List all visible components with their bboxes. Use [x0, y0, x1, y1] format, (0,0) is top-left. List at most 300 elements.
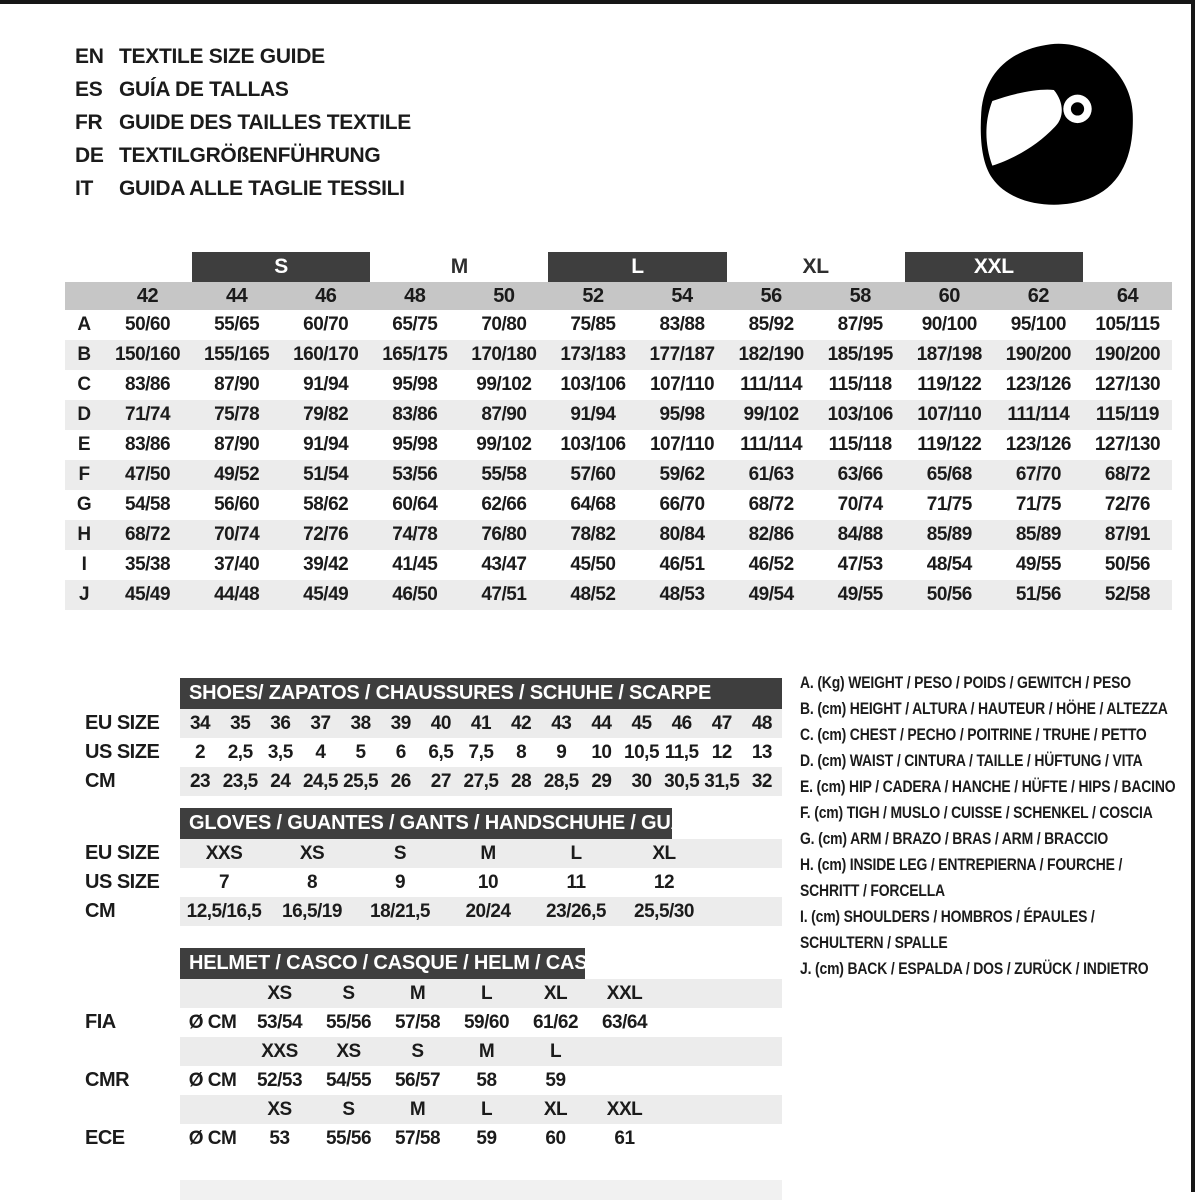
- size-cell: 47/51: [481, 584, 527, 605]
- size-cell: 71/75: [926, 494, 972, 515]
- size-cell: 87/95: [837, 314, 883, 335]
- size-cell: 2,5: [227, 741, 253, 763]
- size-cell: 28,5: [541, 767, 581, 796]
- table-row: [65, 839, 782, 868]
- size-column-header: 46: [315, 284, 337, 307]
- table-row: [65, 738, 782, 767]
- size-column-header: 58: [849, 284, 871, 307]
- size-cell: 55/65: [214, 314, 260, 335]
- size-cell: 85/89: [1015, 524, 1061, 545]
- size-cell: 44: [581, 709, 621, 738]
- helmet-header-bar: [180, 948, 617, 979]
- size-cell: 30: [621, 767, 661, 796]
- size-cell: 99/102: [476, 374, 532, 395]
- filler-cell: [659, 1037, 782, 1066]
- size-cell: 23/26,5: [532, 897, 620, 926]
- row-label: A: [77, 314, 91, 335]
- helmet-values-row: [65, 1008, 782, 1037]
- legend-line: F. (cm) TIGH / MUSLO / CUISSE / SCHENKEL / COSCIA: [800, 803, 1153, 822]
- size-cell: 115/118: [828, 434, 892, 455]
- size-cell: 160/170: [293, 344, 359, 365]
- language-code: IT: [75, 177, 94, 200]
- helmet-size-table: [65, 979, 782, 1153]
- size-cell: 41: [461, 709, 501, 738]
- size-cell: 165/175: [382, 344, 448, 365]
- size-cell: 127/130: [1094, 374, 1161, 395]
- size-cell: 47: [702, 709, 742, 738]
- size-cell: 63/64: [601, 1011, 648, 1033]
- size-cell: 79/82: [303, 404, 349, 425]
- size-cell: 30,5: [662, 767, 702, 796]
- size-band-xxl: XXL: [905, 252, 1083, 282]
- size-cell: 49/55: [1015, 554, 1061, 575]
- size-cell: 61: [614, 1127, 635, 1149]
- filler-cell: [659, 1008, 782, 1037]
- size-cell: 70/80: [481, 314, 527, 335]
- size-cell: 36: [260, 709, 300, 738]
- size-cell: 87/90: [481, 404, 527, 425]
- size-cell: M: [383, 1095, 452, 1124]
- size-cell: 103/106: [560, 374, 626, 395]
- size-cell: 177/187: [649, 344, 715, 365]
- size-column-header: 60: [938, 284, 960, 307]
- filler-cell: [659, 1124, 782, 1153]
- row-label: E: [77, 434, 91, 455]
- size-cell: XXS: [245, 1037, 314, 1066]
- helmet-sizes-row: [65, 1037, 782, 1066]
- language-title: TEXTILE SIZE GUIDE: [119, 45, 325, 68]
- language-code: DE: [75, 144, 104, 167]
- size-cell: 173/183: [560, 344, 626, 365]
- size-cell: 43: [541, 709, 581, 738]
- size-cell: 10: [591, 741, 612, 763]
- size-cell: 75/85: [570, 314, 616, 335]
- row-label: J: [78, 584, 90, 605]
- size-band-m: M: [450, 255, 468, 278]
- table-row: [65, 550, 1172, 580]
- size-cell: 47/53: [837, 554, 883, 575]
- size-cell: 123/126: [1005, 434, 1071, 455]
- language-row: [75, 73, 411, 106]
- table-row: [65, 370, 1172, 400]
- size-column-header: 48: [404, 284, 426, 307]
- size-cell: 115/118: [828, 374, 892, 395]
- legend-line: SCHRITT / FORCELLA: [800, 881, 945, 900]
- row-label: CM: [65, 767, 180, 796]
- size-cell: 103/106: [827, 404, 893, 425]
- row-label: B: [77, 344, 91, 365]
- size-cell: 28: [501, 767, 541, 796]
- size-cell: XXL: [590, 979, 659, 1008]
- size-cell: 55/58: [481, 464, 527, 485]
- size-cell: L: [452, 1095, 521, 1124]
- size-cell: 56/57: [394, 1069, 441, 1091]
- size-cell: 119/122: [917, 434, 982, 455]
- size-column-header: 42: [136, 284, 159, 307]
- size-cell: 46: [662, 709, 702, 738]
- size-cell: 12: [711, 741, 732, 763]
- size-cell: 8: [306, 871, 318, 893]
- size-cell: 70/74: [214, 524, 260, 545]
- size-cell: 83/86: [125, 374, 171, 395]
- size-cell: [590, 1066, 659, 1095]
- size-cell: 68/72: [1104, 464, 1150, 485]
- size-cell: 54/55: [325, 1069, 372, 1091]
- language-title: TEXTILGRÖßENFÜHRUNG: [119, 144, 381, 167]
- size-cell: 99/102: [743, 404, 799, 425]
- table-row: [65, 520, 1172, 550]
- size-cell: 170/180: [471, 344, 537, 365]
- size-cell: 4: [315, 741, 326, 763]
- size-cell: 51/56: [1015, 584, 1061, 605]
- size-cell: 90/100: [921, 314, 977, 335]
- table-row: [65, 430, 1172, 460]
- size-cell: 83/86: [125, 434, 171, 455]
- size-cell: 150/160: [114, 344, 181, 365]
- size-cell: 52/58: [1104, 584, 1150, 605]
- size-cell: S: [356, 839, 444, 868]
- corner-cell: [65, 282, 103, 310]
- language-title: GUIDE DES TAILLES TEXTILE: [119, 111, 411, 134]
- size-cell: 68/72: [748, 494, 794, 515]
- size-cell: 49/54: [748, 584, 794, 605]
- size-cell: 85/92: [748, 314, 794, 335]
- size-cell: 51/54: [303, 464, 349, 485]
- table-row: [65, 310, 1172, 340]
- row-label: US SIZE: [65, 868, 180, 897]
- size-cell: 46/52: [748, 554, 794, 575]
- size-cell: 50/56: [1104, 554, 1150, 575]
- language-title: GUIDA ALLE TAGLIE TESSILI: [119, 177, 405, 200]
- size-cell: 34: [180, 709, 220, 738]
- size-cell: 52/53: [256, 1069, 303, 1091]
- size-cell: 95/100: [1010, 314, 1066, 335]
- row-label: I: [81, 554, 87, 575]
- size-cell: 190/200: [1005, 344, 1071, 365]
- table-row: [65, 490, 1172, 520]
- legend-line: D. (cm) WAIST / CINTURA / TAILLE / HÜFTUNG / VITA: [800, 751, 1143, 770]
- size-cell: 67/70: [1015, 464, 1061, 485]
- language-code: EN: [75, 45, 104, 68]
- size-cell: 61/63: [748, 464, 794, 485]
- size-cell: 16,5/19: [268, 897, 356, 926]
- size-cell: 6,5: [428, 741, 454, 763]
- textile-size-table: [65, 252, 1172, 610]
- size-cell: 59: [476, 1127, 497, 1149]
- filler-cell: [659, 1066, 782, 1095]
- size-cell: 10,5: [624, 741, 660, 763]
- size-cell: 75/78: [214, 404, 260, 425]
- size-cell: XL: [521, 1095, 590, 1124]
- size-cell: 91/94: [303, 374, 349, 395]
- size-cell: 48/54: [926, 554, 972, 575]
- size-cell: 103/106: [560, 434, 626, 455]
- shoes-title: SHOES/ ZAPATOS / CHAUSSURES / SCHUHE / SCARPE: [189, 682, 712, 704]
- size-cell: 107/110: [649, 374, 715, 395]
- size-cell: 74/78: [392, 524, 438, 545]
- size-cell: 35: [220, 709, 260, 738]
- unit-cell: Ø CM: [188, 1127, 237, 1149]
- table-row: [65, 767, 782, 796]
- row-label: F: [78, 464, 90, 485]
- size-cell: 46/51: [659, 554, 705, 575]
- size-cell: 5: [355, 741, 366, 763]
- racing-helmet-svg: [978, 30, 1136, 213]
- size-cell: XS: [268, 839, 356, 868]
- right-border-line: [1191, 0, 1195, 1192]
- size-cell: 7: [218, 871, 230, 893]
- size-cell: 42: [501, 709, 541, 738]
- row-label: [65, 1095, 180, 1124]
- row-label: FIA: [65, 1008, 180, 1037]
- size-cell: 55/56: [325, 1127, 372, 1149]
- size-cell: 91/94: [570, 404, 616, 425]
- size-column-header: 56: [760, 284, 782, 307]
- size-cell: 95/98: [659, 404, 705, 425]
- gloves-title: GLOVES / GUANTES / GANTS / HANDSCHUHE / GUANTI: [189, 812, 717, 834]
- table-row: [65, 400, 1172, 430]
- table-row: [65, 460, 1172, 490]
- size-cell: 6: [395, 741, 406, 763]
- size-cell: 12: [653, 871, 675, 893]
- size-cell: 46/50: [392, 584, 438, 605]
- size-cell: 57/58: [394, 1011, 441, 1033]
- size-cell: 123/126: [1005, 374, 1071, 395]
- measurement-rows: [65, 310, 1172, 610]
- size-cell: 78/82: [570, 524, 616, 545]
- legend-line: B. (cm) HEIGHT / ALTURA / HAUTEUR / HÖHE / ALTEZZA: [800, 699, 1168, 718]
- size-cell: 82/86: [748, 524, 794, 545]
- size-cell: 87/90: [214, 374, 260, 395]
- size-cell: 119/122: [917, 374, 982, 395]
- size-cell: 61/62: [532, 1011, 579, 1033]
- racing-helmet-icon: [978, 30, 1136, 213]
- size-cell: 57/60: [570, 464, 616, 485]
- language-code: ES: [75, 78, 103, 101]
- size-cell: 187/198: [916, 344, 982, 365]
- row-label: EU SIZE: [65, 709, 180, 738]
- size-cell: 10: [477, 871, 499, 893]
- size-cell: 2: [195, 741, 206, 763]
- size-cell: 9: [394, 871, 406, 893]
- size-cell: 47/50: [125, 464, 171, 485]
- language-row: [75, 40, 411, 73]
- filler-cell: [708, 839, 782, 868]
- size-cell: 107/110: [917, 404, 982, 425]
- size-cell: 23,5: [220, 767, 260, 796]
- size-band-l: L: [548, 252, 726, 282]
- size-cell: 60/70: [303, 314, 349, 335]
- filler-cell: [659, 979, 782, 1008]
- size-cell: 83/88: [659, 314, 705, 335]
- size-cell: 11,5: [664, 741, 699, 763]
- size-cell: 155/165: [204, 344, 270, 365]
- size-cell: 27: [421, 767, 461, 796]
- size-cell: 65/75: [392, 314, 438, 335]
- size-cell: 80/84: [659, 524, 705, 545]
- size-column-header-row: [65, 282, 1172, 310]
- size-cell: 35/38: [125, 554, 171, 575]
- size-cell: 87/91: [1104, 524, 1150, 545]
- size-cell: 44/48: [214, 584, 260, 605]
- size-cell: 45/49: [303, 584, 349, 605]
- size-cell: XS: [314, 1037, 383, 1066]
- size-cell: 49/52: [214, 464, 260, 485]
- size-cell: 59: [545, 1069, 566, 1091]
- helmet-values-row: [65, 1066, 782, 1095]
- size-cell: 71/74: [125, 404, 171, 425]
- size-cell: 84/88: [837, 524, 883, 545]
- size-cell: 49/55: [837, 584, 883, 605]
- size-cell: 48/52: [570, 584, 616, 605]
- size-cell: 9: [556, 741, 567, 763]
- size-cell: 32: [742, 767, 782, 796]
- size-cell: 57/58: [394, 1127, 441, 1149]
- legend-line: G. (cm) ARM / BRAZO / BRAS / ARM / BRACCIO: [800, 829, 1109, 848]
- size-cell: 58: [476, 1069, 497, 1091]
- size-cell: [590, 1037, 659, 1066]
- row-label: [65, 1037, 180, 1066]
- size-cell: 7,5: [468, 741, 494, 763]
- unit-cell: [180, 979, 245, 1008]
- unit-cell: [180, 1037, 245, 1066]
- size-band-row: [65, 252, 1172, 282]
- row-label: ECE: [65, 1124, 180, 1153]
- size-cell: 95/98: [392, 434, 438, 455]
- language-code: FR: [75, 111, 103, 134]
- size-cell: 39: [381, 709, 421, 738]
- helmet-title: HELMET / CASCO / CASQUE / HELM / CASCO: [189, 952, 617, 974]
- legend-line: I. (cm) SHOULDERS / HOMBROS / ÉPAULES /: [800, 907, 1095, 926]
- size-cell: 40: [421, 709, 461, 738]
- size-cell: 37: [300, 709, 340, 738]
- size-cell: 24,5: [300, 767, 340, 796]
- size-cell: 91/94: [303, 434, 349, 455]
- size-cell: XL: [620, 839, 708, 868]
- size-column-header: 64: [1116, 284, 1139, 307]
- size-cell: 13: [751, 741, 772, 763]
- size-cell: 71/75: [1015, 494, 1061, 515]
- size-column-header: 50: [493, 284, 515, 307]
- size-cell: 60: [545, 1127, 566, 1149]
- legend-line: SCHULTERN / SPALLE: [800, 933, 948, 952]
- size-cell: 37/40: [214, 554, 260, 575]
- unit-cell: Ø CM: [188, 1011, 237, 1033]
- legend-line: E. (cm) HIP / CADERA / HANCHE / HÜFTE / HIPS / BACINO: [800, 777, 1176, 796]
- size-cell: 87/90: [214, 434, 260, 455]
- size-cell: 31,5: [702, 767, 742, 796]
- table-row: [65, 580, 1172, 610]
- size-cell: 45/49: [125, 584, 171, 605]
- table-row: [65, 868, 782, 897]
- size-cell: 55/56: [325, 1011, 372, 1033]
- row-label: CM: [65, 897, 180, 926]
- row-label: [65, 979, 180, 1008]
- size-cell: 8: [516, 741, 527, 763]
- size-cell: 115/119: [1095, 404, 1159, 425]
- size-cell: 95/98: [392, 374, 438, 395]
- filler-cell: [708, 897, 782, 926]
- helmet-sizes-row: [65, 979, 782, 1008]
- size-cell: L: [452, 979, 521, 1008]
- size-cell: M: [452, 1037, 521, 1066]
- size-cell: 58/62: [303, 494, 349, 515]
- row-label: EU SIZE: [65, 839, 180, 868]
- table-row: [65, 897, 782, 926]
- row-label: H: [77, 524, 91, 545]
- size-cell: 76/80: [481, 524, 527, 545]
- size-cell: 83/86: [392, 404, 438, 425]
- language-title-list: [75, 40, 411, 205]
- size-cell: 72/76: [303, 524, 349, 545]
- size-cell: 56/60: [214, 494, 260, 515]
- size-cell: 111/114: [740, 434, 803, 455]
- helmet-sizes-row: [65, 1095, 782, 1124]
- size-cell: L: [521, 1037, 590, 1066]
- shoes-size-table: [65, 709, 782, 796]
- size-cell: 50/60: [125, 314, 171, 335]
- row-label: G: [76, 494, 92, 515]
- size-cell: 127/130: [1094, 434, 1161, 455]
- size-cell: L: [532, 839, 620, 868]
- table-row: [65, 709, 782, 738]
- unit-cell: [180, 1095, 245, 1124]
- size-cell: 62/66: [481, 494, 527, 515]
- size-cell: 59/62: [659, 464, 705, 485]
- size-cell: XXL: [590, 1095, 659, 1124]
- size-cell: 38: [341, 709, 381, 738]
- size-cell: 85/89: [926, 524, 972, 545]
- size-cell: 111/114: [1007, 404, 1070, 425]
- legend-line: J. (cm) BACK / ESPALDA / DOS / ZURÜCK / INDIETRO: [800, 959, 1149, 978]
- size-cell: 25,5/30: [620, 897, 708, 926]
- top-border-line: [0, 0, 1195, 4]
- size-cell: 65/68: [926, 464, 972, 485]
- size-cell: 72/76: [1104, 494, 1150, 515]
- size-cell: 185/195: [827, 344, 893, 365]
- language-title: GUÍA DE TALLAS: [119, 78, 289, 101]
- legend-line: C. (cm) CHEST / PECHO / POITRINE / TRUHE / PETTO: [800, 725, 1147, 744]
- filler-cell: [659, 1095, 782, 1124]
- helmet-values-row: [65, 1124, 782, 1153]
- size-cell: 111/114: [740, 374, 803, 395]
- size-cell: 105/115: [1095, 314, 1160, 335]
- size-cell: M: [444, 839, 532, 868]
- unit-cell: Ø CM: [188, 1069, 237, 1091]
- row-label: US SIZE: [65, 738, 180, 767]
- size-cell: 24: [260, 767, 300, 796]
- size-cell: 3,5: [267, 741, 293, 763]
- size-cell: 107/110: [649, 434, 715, 455]
- legend-line: A. (Kg) WEIGHT / PESO / POIDS / GEWITCH / PESO: [800, 673, 1131, 692]
- size-cell: 54/58: [125, 494, 171, 515]
- size-cell: XS: [245, 979, 314, 1008]
- size-cell: 59/60: [463, 1011, 510, 1033]
- size-cell: 99/102: [476, 434, 532, 455]
- size-cell: 190/200: [1094, 344, 1161, 365]
- size-column-header: 54: [671, 284, 693, 307]
- size-cell: 26: [381, 767, 421, 796]
- shoes-header-bar: [180, 678, 782, 709]
- size-cell: 182/190: [738, 344, 804, 365]
- size-cell: 27,5: [461, 767, 501, 796]
- size-cell: 25,5: [341, 767, 381, 796]
- size-cell: 11: [566, 871, 586, 893]
- size-cell: 48/53: [659, 584, 705, 605]
- row-label: CMR: [65, 1066, 180, 1095]
- size-cell: 64/68: [570, 494, 616, 515]
- size-cell: 23: [180, 767, 220, 796]
